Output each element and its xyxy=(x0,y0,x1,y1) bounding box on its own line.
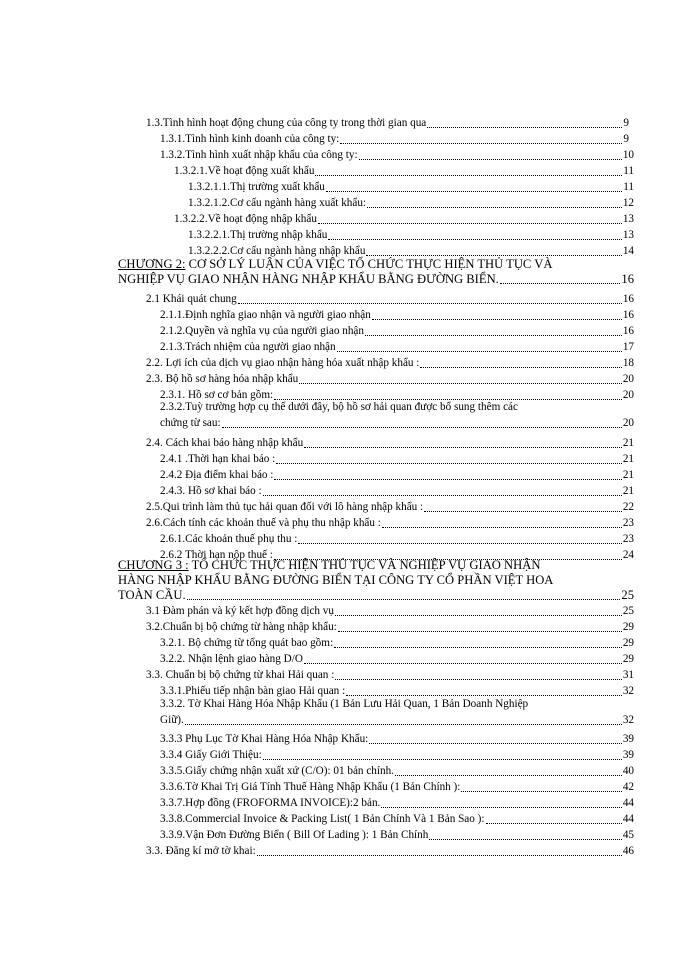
dot-leader xyxy=(298,543,621,544)
toc-entry-1-3-1 xyxy=(160,133,629,146)
toc-entry-title: 1.3.2.1.2.Cơ cấu ngành hàng xuất khẩu: xyxy=(188,197,367,209)
toc-entry-title: 3.3.4 Giấy Giới Thiệu: xyxy=(160,749,262,761)
toc-entry-title: 1.3.Tình hình hoạt động chung của công ty trong thời gian qua xyxy=(146,117,427,129)
dot-leader xyxy=(395,775,622,776)
toc-entry-title: 3.2.1. Bộ chứng từ tổng quát bao gồm: xyxy=(160,637,334,649)
toc-entry-title: 1.3.2.2.2.Cơ cấu ngành hàng nhập khẩu xyxy=(188,245,366,257)
toc-entry-title: 2.3. Bộ hồ sơ hàng hóa nhập khẩu xyxy=(146,373,299,385)
dot-leader xyxy=(486,823,622,824)
toc-entry-2-3 xyxy=(146,373,634,386)
toc-page-number: 16 xyxy=(622,293,634,305)
toc-entry-title: 1.3.2.2.1.Thị trường nhập khẩu xyxy=(188,229,328,241)
toc-entry-1-3-2-2 xyxy=(174,213,634,226)
toc-entry-title: 2.6.2 Thời hạn nộp thuế : xyxy=(160,549,273,561)
toc-entry-3-3-5 xyxy=(160,765,634,778)
toc-entry-3-3 xyxy=(146,669,634,682)
toc-entry-3-3-1 xyxy=(160,685,634,698)
toc-page-number: 40 xyxy=(622,765,634,777)
dot-leader xyxy=(304,663,622,664)
toc-entry-title: 2.5.Qui trình làm thủ tục hải quan đối với lô hàng nhập khẩu : xyxy=(146,501,424,513)
dot-leader xyxy=(274,479,621,480)
dot-leader xyxy=(337,351,622,352)
toc-entry-title: 2.1 Khái quát chung xyxy=(146,293,237,305)
dot-leader xyxy=(429,839,621,840)
toc-page-number: 29 xyxy=(622,653,634,665)
toc-page-number: 21 xyxy=(622,437,634,449)
dot-leader xyxy=(365,335,622,336)
dot-leader xyxy=(185,724,622,725)
toc-entry-2-4-1 xyxy=(160,453,634,466)
toc-page-number: 11 xyxy=(623,165,634,177)
chapter-title-line-1: TỔ CHỨC THỰC HIỆN THỦ TỤC VÀ NGHIỆP VỤ GIAO NHẬN xyxy=(188,558,541,572)
toc-page-number: 29 xyxy=(622,621,634,633)
toc-entry-3-1 xyxy=(146,605,634,618)
dot-leader xyxy=(424,511,622,512)
dot-leader xyxy=(335,679,622,680)
toc-entry-2-4 xyxy=(146,437,634,450)
toc-entry-title: 3.3.3 Phụ Lục Tờ Khai Hàng Hóa Nhập Khẩu: xyxy=(160,733,369,745)
toc-entry-title: 3.3.1.Phiếu tiếp nhận bàn giao Hải quan : xyxy=(160,685,346,697)
toc-entry-2-5 xyxy=(146,501,634,514)
dot-leader xyxy=(257,855,622,856)
toc-page-number: 20 xyxy=(622,373,634,385)
toc-page-number: 25 xyxy=(621,588,634,602)
toc-entry-title: 3.3. Đăng kí mở tờ khai: xyxy=(146,845,256,857)
chapter-title-line-3: TOÀN CẦU. xyxy=(118,588,186,602)
toc-entry-2-6-1 xyxy=(160,533,634,546)
toc-page-number: 16 xyxy=(622,325,634,337)
toc-entry-1-3-2 xyxy=(160,149,634,162)
toc-entry-3-2 xyxy=(146,621,634,634)
toc-entry-title: 3.3.8.Commercial Invoice & Packing List( 1 Bản Chính Và 1 Bản Sao ): xyxy=(160,813,485,825)
toc-entry-title: 1.3.1.Tình hình kinh doanh của công ty: xyxy=(160,133,340,145)
dot-leader xyxy=(420,367,621,368)
toc-entry-title-line-1: 3.3.2. Tờ Khai Hàng Hóa Nhập Khẩu (1 Bản Lưu Hải Quan, 1 Bản Doanh Nghiệp xyxy=(160,698,529,710)
dot-leader xyxy=(318,223,622,224)
toc-entry-title: 2.1.2.Quyền và nghĩa vụ của người giao nhận xyxy=(160,325,364,337)
dot-leader xyxy=(346,695,622,696)
toc-entry-2-4-2 xyxy=(160,469,634,482)
toc-page-number: 44 xyxy=(622,813,634,825)
toc-entry-title: 2.4.3. Hồ sơ khai báo : xyxy=(160,485,262,497)
dot-leader xyxy=(340,143,622,144)
toc-entry-1-3-2-1-1 xyxy=(188,181,634,194)
toc-entry-3-3-7 xyxy=(160,797,634,810)
toc-page-number: 13 xyxy=(622,213,634,225)
dot-leader xyxy=(222,427,622,428)
toc-entry-3-2-2 xyxy=(160,653,634,666)
dot-leader xyxy=(359,159,622,160)
dot-leader xyxy=(334,647,622,648)
toc-entry-1-3-2-1-2 xyxy=(188,197,634,210)
toc-entry-3-3-2 xyxy=(160,698,634,727)
dot-leader xyxy=(328,239,621,240)
dot-leader xyxy=(381,807,621,808)
dot-leader xyxy=(427,127,622,128)
dot-leader xyxy=(367,207,622,208)
dot-leader xyxy=(276,463,622,464)
toc-entry-1-3 xyxy=(146,117,629,130)
chapter-title-line-1: CƠ SỞ LÝ LUẬN CỦA VIỆC TỔ CHỨC THỰC HIỆN THỦ TỤC VÀ xyxy=(185,257,553,271)
toc-chapter-2 xyxy=(118,257,634,287)
toc-entry-2-3-2 xyxy=(160,401,634,430)
toc-page-number: 29 xyxy=(622,637,634,649)
toc-entry-title: 1.3.2.1.1.Thị trường xuất khẩu xyxy=(188,181,325,193)
toc-entry-title: 3.1 Đàm phán và ký kết hợp đồng dịch vụ xyxy=(146,605,334,617)
toc-entry-2-2 xyxy=(146,357,634,370)
dot-leader xyxy=(274,399,622,400)
dot-leader xyxy=(372,319,622,320)
toc-page-number: 16 xyxy=(622,309,634,321)
toc-page-number: 14 xyxy=(622,245,634,257)
dot-leader xyxy=(369,743,622,744)
dot-leader xyxy=(187,599,621,600)
toc-page-number: 21 xyxy=(622,485,634,497)
toc-page-number: 45 xyxy=(622,829,634,841)
toc-entry-title: 3.3.5.Giấy chứng nhận xuất xứ (C/O): 01 bản chính. xyxy=(160,765,394,777)
chapter-label: CHƯƠNG 2: xyxy=(118,257,186,271)
toc-entry-2-6 xyxy=(146,517,634,530)
toc-page-number: 21 xyxy=(622,453,634,465)
toc-entry-2-1-3 xyxy=(160,341,634,354)
toc-entry-title-line-2: chứng từ sau: xyxy=(160,417,221,429)
toc-entry-title: 3.3.9.Vận Đơn Đường Biển ( Bill Of Lading ): 1 Bản Chính xyxy=(160,829,429,841)
toc-entry-1-3-2-2-1 xyxy=(188,229,634,242)
toc-entry-last-line xyxy=(160,417,634,430)
toc-entry-title: 2.6.1.Các khoản thuế phụ thu : xyxy=(160,533,298,545)
chapter-label: CHƯƠNG 3 : xyxy=(118,558,189,572)
toc-page-number: 13 xyxy=(622,229,634,241)
dot-leader xyxy=(315,175,622,176)
toc-chapter-3 xyxy=(118,558,634,603)
toc-page-number: 46 xyxy=(622,845,634,857)
toc-page-number: 23 xyxy=(622,533,634,545)
toc-page-number: 10 xyxy=(622,149,634,161)
chapter-title-line-2: HÀNG NHẬP KHẨU BẰNG ĐƯỜNG BIỂN TẠI CÔNG TY CỔ PHẦN VIỆT HOA xyxy=(118,573,554,587)
toc-page-number: 21 xyxy=(622,469,634,481)
toc-entry-title: 1.3.2.1.Về hoạt động xuất khẩu xyxy=(174,165,315,177)
dot-leader xyxy=(382,527,622,528)
toc-page-number: 23 xyxy=(622,517,634,529)
toc-page-number: 25 xyxy=(622,605,634,617)
toc-entry-2-1-1 xyxy=(160,309,634,322)
toc-entry-2-1-2 xyxy=(160,325,634,338)
toc-entry-2-1 xyxy=(146,293,634,306)
toc-entry-3-3-6 xyxy=(160,781,634,794)
dot-leader xyxy=(500,283,621,284)
toc-page-number: 31 xyxy=(622,669,634,681)
dot-leader xyxy=(335,615,622,616)
toc-entry-title: 3.3.7.Hợp đồng (FROFORMA INVOICE):2 bản. xyxy=(160,797,381,809)
toc-entry-last-line xyxy=(160,714,634,727)
toc-entry-title: 2.1.1.Định nghĩa giao nhận và người giao nhận xyxy=(160,309,371,321)
toc-entry-title-line-1: 2.3.2.Tuỳ trường hợp cụ thể dưới đây, bộ hồ sơ hải quan được bổ sung thêm các xyxy=(160,401,518,413)
toc-entry-3-3-8 xyxy=(160,813,634,826)
dot-leader xyxy=(366,255,621,256)
dot-leader xyxy=(326,191,622,192)
toc-entry-title: 2.1.3.Trách nhiệm của người giao nhận xyxy=(160,341,336,353)
toc-entry-title: 3.3.6.Tờ Khai Trị Giá Tính Thuế Hàng Nhập Khẩu (1 Bản Chính ): xyxy=(160,781,461,793)
toc-entry-3-2-1 xyxy=(160,637,634,650)
toc-entry-3-3-9 xyxy=(160,829,634,842)
toc-page-number: 39 xyxy=(622,733,634,745)
toc-page-number: 18 xyxy=(622,357,634,369)
toc-entry-title: 2.3.1. Hồ sơ cơ bản gồm: xyxy=(160,389,274,401)
toc-page-number: 12 xyxy=(622,197,634,209)
toc-entry-3-3-3 xyxy=(160,733,634,746)
dot-leader xyxy=(338,631,622,632)
toc-page-number: 39 xyxy=(622,749,634,761)
toc-entry-2-4-3 xyxy=(160,485,634,498)
toc-entry-title: 2.4.1 .Thời hạn khai báo : xyxy=(160,453,276,465)
toc-entry-title: 2.2. Lợi ích của dịch vụ giao nhận hàng hóa xuất nhập khẩu : xyxy=(146,357,420,369)
toc-page-number: 44 xyxy=(622,797,634,809)
toc-entry-title-line-2: Giữ). xyxy=(160,714,184,726)
dot-leader xyxy=(461,791,621,792)
toc-entry-title: 1.3.2.2.Về hoạt động nhập khẩu xyxy=(174,213,317,225)
dot-leader xyxy=(299,383,622,384)
toc-page-number: 9 xyxy=(623,117,629,129)
toc-entry-title: 2.4. Cách khai báo hàng nhập khẩu xyxy=(146,437,304,449)
toc-entry-title: 2.6.Cách tính các khoản thuế và phụ thu nhập khẩu : xyxy=(146,517,381,529)
chapter-title-line-2: NGHIỆP VỤ GIAO NHẬN HÀNG NHẬP KHẨU BẰNG ĐƯỜNG BIỂN. xyxy=(118,272,499,286)
toc-page-number: 24 xyxy=(622,549,634,561)
dot-leader xyxy=(238,303,622,304)
toc-entry-title: 3.3. Chuẩn bị bộ chứng từ khai Hải quan : xyxy=(146,669,335,681)
toc-page-number: 16 xyxy=(621,272,634,286)
toc-entry-title: 3.2.Chuẩn bị bộ chứng từ hàng nhập khẩu: xyxy=(146,621,337,633)
dot-leader xyxy=(263,759,622,760)
toc-page-number: 20 xyxy=(622,389,634,401)
toc-entry-3-3-dang-ki xyxy=(146,845,634,858)
dot-leader xyxy=(304,447,622,448)
toc-page-number: 17 xyxy=(622,341,634,353)
toc-page-number: 32 xyxy=(622,714,634,726)
toc-page-number: 22 xyxy=(622,501,634,513)
toc-page-number: 42 xyxy=(622,781,634,793)
toc-page-number: 11 xyxy=(623,181,634,193)
toc-page-number: 9 xyxy=(623,133,629,145)
toc-entry-1-3-2-1 xyxy=(174,165,634,178)
toc-entry-title: 1.3.2.Tình hình xuất nhập khẩu của công ty: xyxy=(160,149,358,161)
toc-page-number: 20 xyxy=(622,417,634,429)
toc-entry-3-3-4 xyxy=(160,749,634,762)
toc-entry-title: 2.4.2 Địa điểm khai báo : xyxy=(160,469,274,481)
dot-leader xyxy=(263,495,622,496)
toc-page-number: 32 xyxy=(622,685,634,697)
toc-entry-title: 3.2.2. Nhận lệnh giao hàng D/O xyxy=(160,653,303,665)
